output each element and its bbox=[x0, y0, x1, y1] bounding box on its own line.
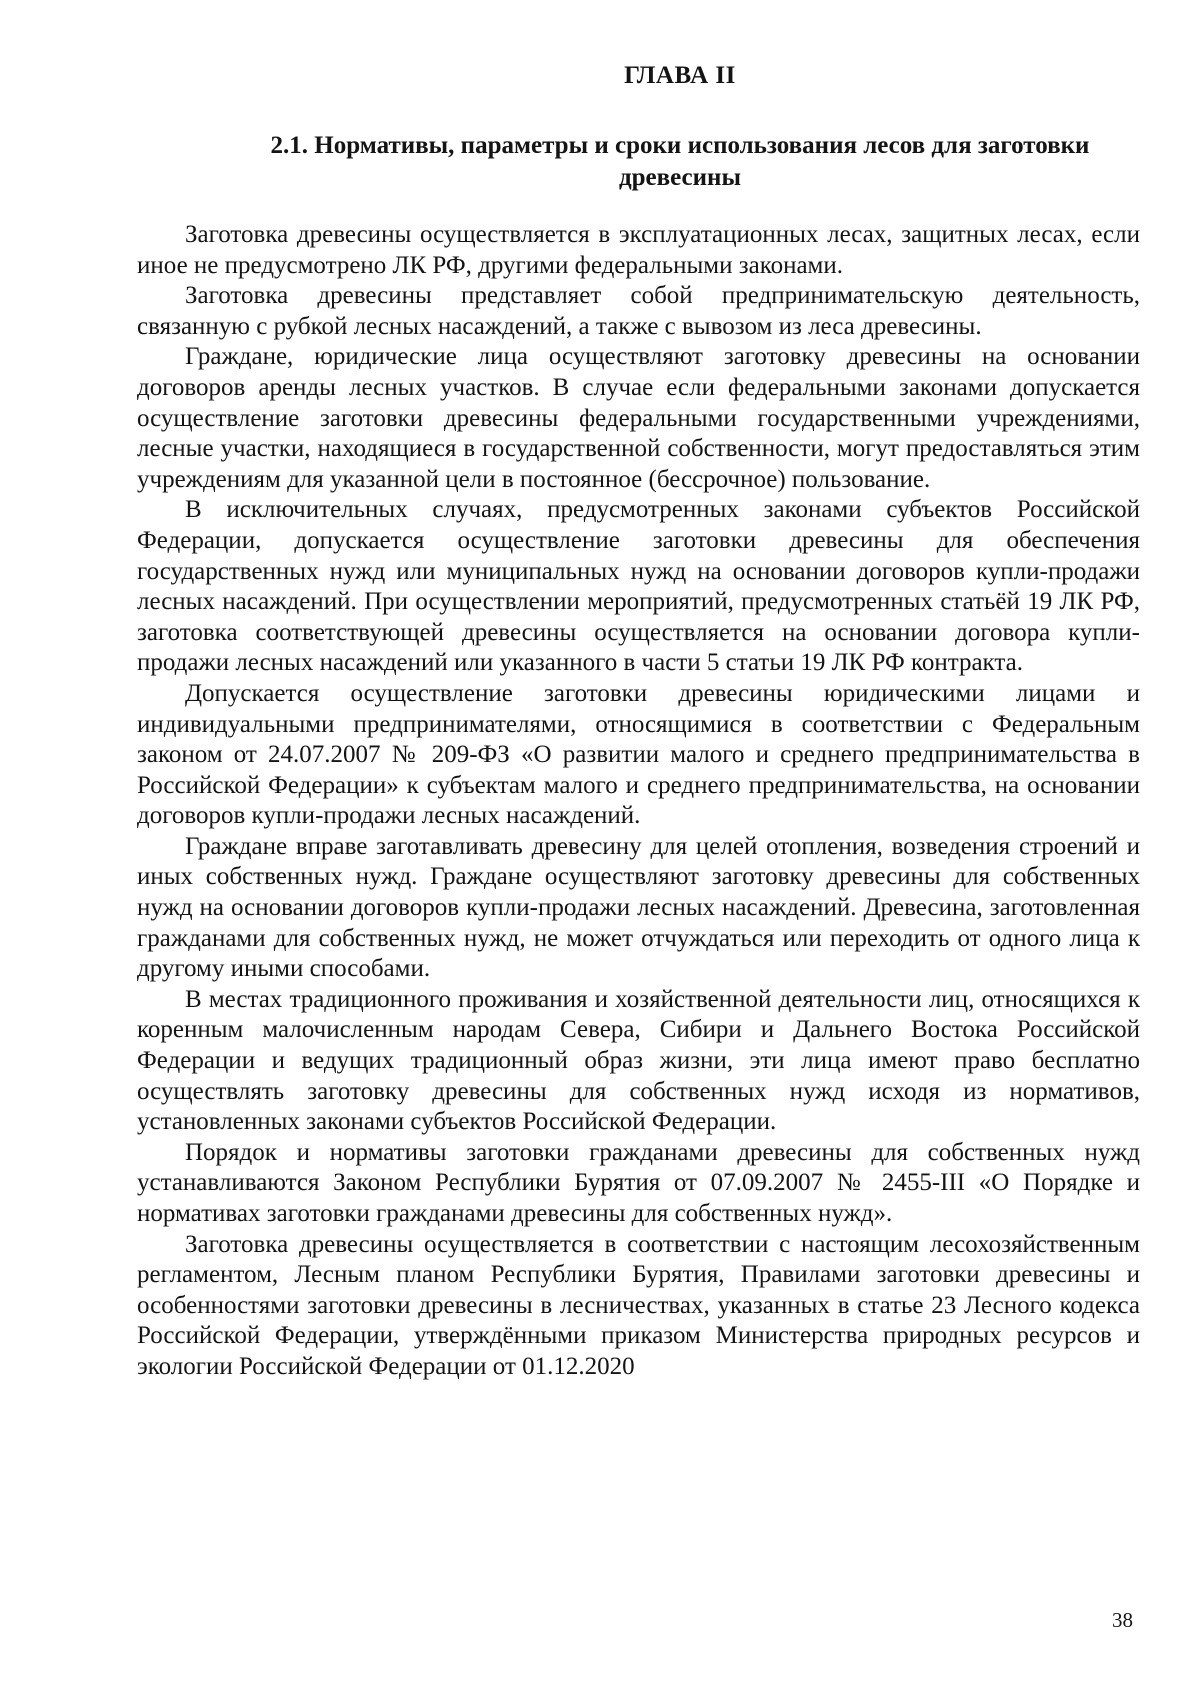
section-title: 2.1. Нормативы, параметры и сроки использования лесов для заготовки древесины bbox=[270, 132, 1090, 191]
paragraph: Порядок и нормативы заготовки гражданами древесины для собственных нужд устанавливаются Законом Республики Бурятия от 07.09.2007 № 2455-III «О Порядке и нормативах заготовки гражданами древесины для собственных нужд». bbox=[137, 1138, 1140, 1227]
paragraph: Граждане вправе заготавливать древесину для целей отопления, возведения строений и иных собственных нужд. Граждане осуществляют заготовку древесины для собственных нужд на основании договоров купли-продажи лесных насаждений. Древесина, заготовленная гражданами для собственных нужд, не может отчуждаться или переходить от одного лица к другому иными способами. bbox=[137, 832, 1140, 983]
chapter-title: ГЛАВА II bbox=[624, 62, 736, 89]
paragraph: В исключительных случаях, предусмотренных законами субъектов Российской Федерации, допускается осуществление заготовки древесины для обеспечения государственных нужд или муниципальных нужд на основании договоров купли-продажи лесных насаждений. При осуществлении мероприятий, предусмотренных статьёй 19 ЛК РФ, заготовка соответствующей древесины осуществляется на основании договора купли-продажи лесных насаждений или указанного в части 5 статьи 19 ЛК РФ контракта. bbox=[137, 496, 1140, 677]
page-number: 38 bbox=[1112, 1608, 1133, 1632]
paragraph: В местах традиционного проживания и хозяйственной деятельности лиц, относящихся к коренным малочисленным народам Севера, Сибири и Дальнего Востока Российской Федерации и ведущих традиционный образ жизни, эти лица имеют право бесплатно осуществлять заготовку древесины для собственных нужд исходя из нормативов, установленных законами субъектов Российской Федерации. bbox=[137, 985, 1140, 1136]
paragraph: Заготовка древесины осуществляется в соответствии с настоящим лесохозяйственным регламентом, Лесным планом Республики Бурятия, Правилами заготовки древесины и особенностями заготовки древесины в лесничествах, указанных в статье 23 Лесного кодекса Российской Федерации, утверждёнными приказом Министерства природных ресурсов и экологии Российской Федерации от 01.12.2020 bbox=[137, 1230, 1140, 1380]
paragraph: Допускается осуществление заготовки древесины юридическими лицами и индивидуальными предпринимателями, относящимися в соответствии с Федеральным законом от 24.07.2007 № 209-ФЗ «О развитии малого и среднего предпринимательства в Российской Федерации» к субъектам малого и среднего предпринимательства, на основании договоров купли-продажи лесных насаждений. bbox=[137, 679, 1140, 830]
paragraph: Заготовка древесины осуществляется в эксплуатационных лесах, защитных лесах, если иное не предусмотрено ЛК РФ, другими федеральными законами. bbox=[137, 221, 1140, 279]
paragraph: Заготовка древесины представляет собой предпринимательскую деятельность, связанную с рубкой лесных насаждений, а также с вывозом из леса древесины. bbox=[137, 282, 1140, 340]
paragraph: Граждане, юридические лица осуществляют заготовку древесины на основании договоров аренды лесных участков. В случае если федеральными законами допускается осуществление заготовки древесины федеральными государственными учреждениями, лесные участки, находящиеся в государственной собственности, могут предоставляться этим учреждениям для указанной цели в постоянное (бессрочное) пользование. bbox=[137, 343, 1140, 493]
document-body bbox=[137, 220, 1140, 1383]
